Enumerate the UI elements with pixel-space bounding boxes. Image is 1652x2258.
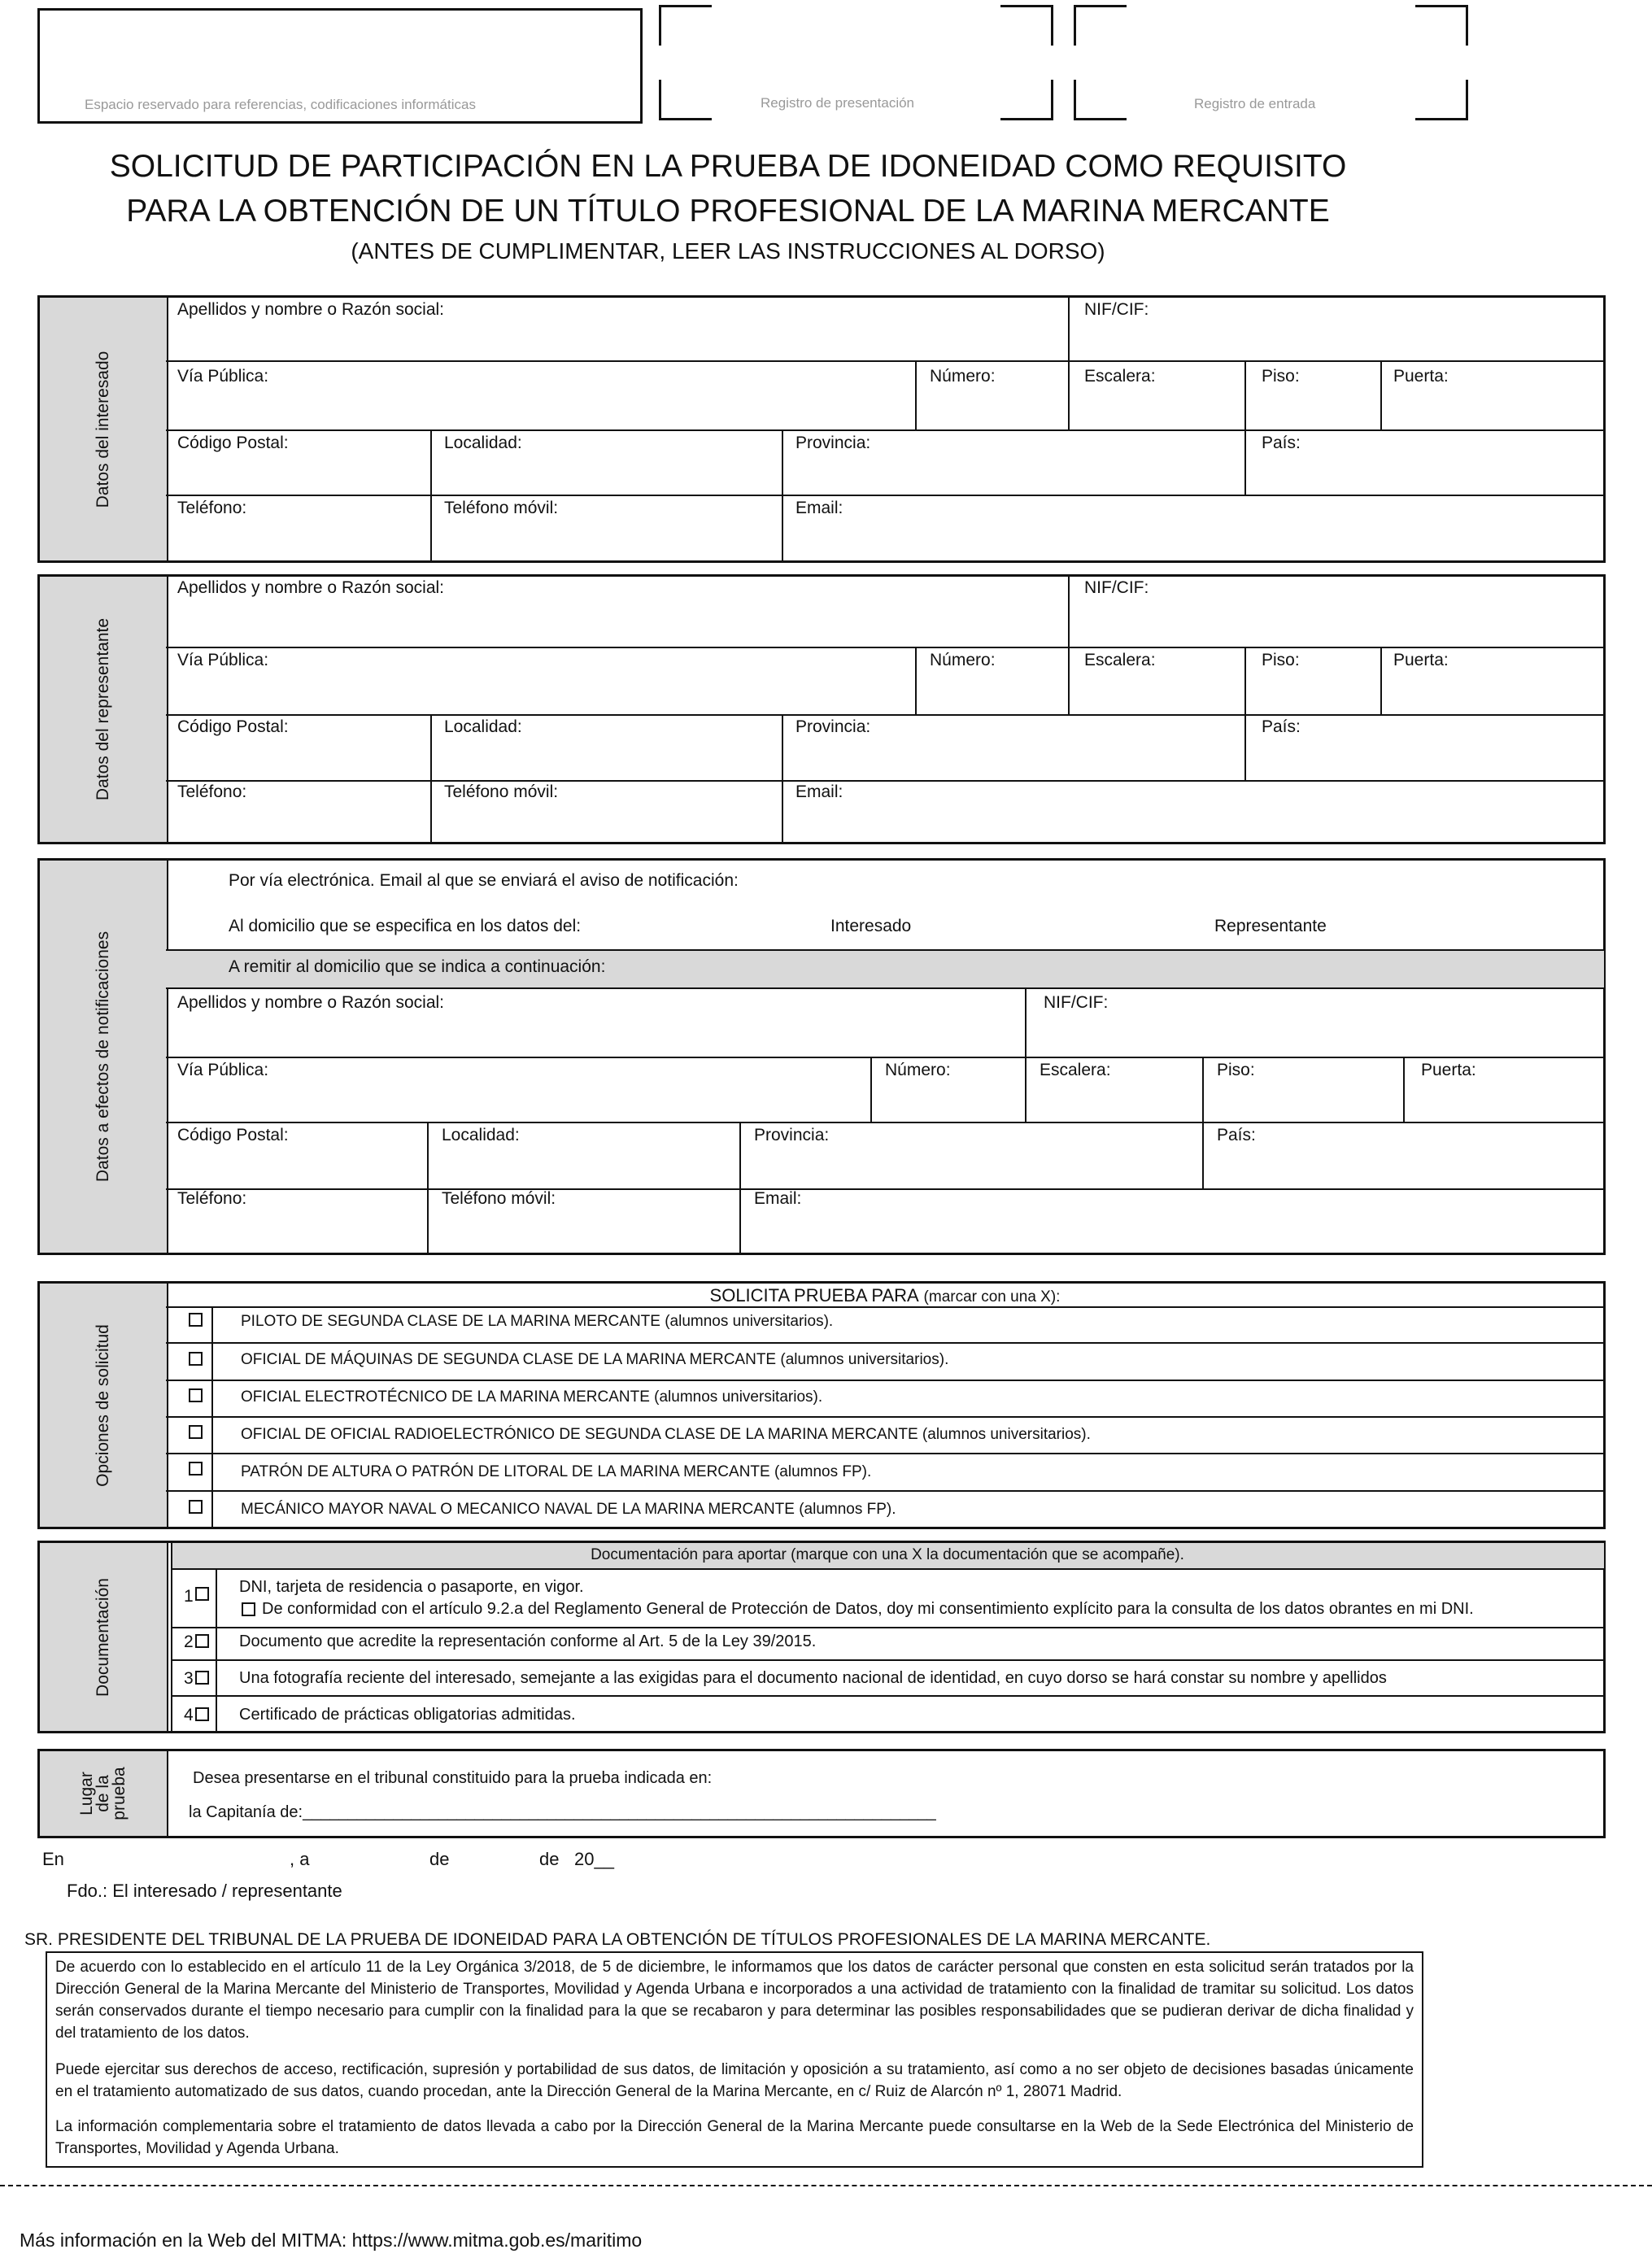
interesado-telefono-field[interactable]: Teléfono: (177, 499, 247, 517)
doc-consent-checkbox[interactable] (242, 1602, 255, 1616)
doc-3-checkbox[interactable] (195, 1671, 209, 1685)
interesado-cp-field[interactable]: Código Postal: (177, 434, 289, 452)
form-title-line3: (ANTES DE CUMPLIMENTAR, LEER LAS INSTRUCCIONES AL DORSO) (351, 238, 1105, 264)
notif-localidad-field[interactable]: Localidad: (442, 1126, 520, 1144)
documentacion-side-label: Documentación (40, 1543, 168, 1731)
firma-year[interactable]: 20__ (574, 1849, 614, 1869)
opcion-4-label: OFICIAL DE OFICIAL RADIOELECTRÓNICO DE SEGUNDA CLASE DE LA MARINA MERCANTE (alumnos universitarios). (241, 1426, 1091, 1443)
opcion-3-checkbox[interactable] (189, 1388, 203, 1402)
proteccion-p3: La información complementaria sobre el tratamiento de datos llevada a cabo por la Dirección General de la Marina Mercante puede consultarse en la Web de la Sede Electrónica del Ministerio de Transportes, Movilidad y Agenda Urbana. (55, 2118, 1414, 2157)
interesado-escalera-field[interactable]: Escalera: (1084, 367, 1156, 386)
registro-presentacion-label: Registro de presentación (761, 95, 915, 111)
doc-4-checkbox[interactable] (195, 1707, 209, 1721)
interesado-pais-field[interactable]: País: (1262, 434, 1301, 452)
doc-1-label: DNI, tarjeta de residencia o pasaporte, en vigor. (239, 1578, 584, 1596)
lugar-side-label: Lugar de la prueba (40, 1751, 168, 1836)
notif-pais-field[interactable]: País: (1217, 1126, 1256, 1144)
interesado-puerta-field[interactable]: Puerta: (1393, 367, 1449, 386)
cut-line (0, 2185, 1652, 2186)
representante-section (37, 574, 1606, 844)
opcion-5-checkbox[interactable] (189, 1462, 203, 1476)
solicita-header (166, 1284, 1604, 1308)
opcion-2-label: OFICIAL DE MÁQUINAS DE SEGUNDA CLASE DE LA MARINA MERCANTE (alumnos universitarios). (241, 1351, 949, 1368)
doc-2-number: 2 (184, 1632, 194, 1651)
destinatario: SR. PRESIDENTE DEL TRIBUNAL DE LA PRUEBA DE IDONEIDAD PARA LA OBTENCIÓN DE TÍTULOS PROFESIONALES DE LA MARINA MERCANTE. (24, 1930, 1211, 1949)
notif-remitir-label: A remitir al domicilio que se indica a continuación: (229, 957, 606, 976)
representante-via-field[interactable]: Vía Pública: (177, 651, 269, 669)
notif-interesado-option[interactable]: Interesado (830, 917, 912, 935)
lugar-section (37, 1749, 1606, 1838)
doc-2-checkbox[interactable] (195, 1634, 209, 1648)
solicita-header-title: SOLICITA PRUEBA PARA (709, 1285, 919, 1306)
interesado-numero-field[interactable]: Número: (930, 367, 996, 386)
representante-telefono-field[interactable]: Teléfono: (177, 782, 247, 801)
opcion-3-label: OFICIAL ELECTROTÉCNICO DE LA MARINA MERCANTE (alumnos universitarios). (241, 1388, 823, 1406)
interesado-apellidos-field[interactable]: Apellidos y nombre o Razón social: (177, 300, 445, 319)
solicita-header-note: (marcar con una X): (923, 1288, 1061, 1306)
representante-escalera-field[interactable]: Escalera: (1084, 651, 1156, 669)
notif-domicilio-option[interactable]: Al domicilio que se especifica en los datos del: (229, 917, 582, 935)
doc-2-label: Documento que acredite la representación conforme al Art. 5 de la Ley 39/2015. (239, 1632, 817, 1650)
representante-email-field[interactable]: Email: (795, 782, 843, 801)
representante-localidad-field[interactable]: Localidad: (444, 717, 522, 736)
ref-space-label: Espacio reservado para referencias, codificaciones informáticas (85, 97, 476, 112)
notif-cp-field[interactable]: Código Postal: (177, 1126, 289, 1144)
notif-apellidos-field[interactable]: Apellidos y nombre o Razón social: (177, 993, 445, 1012)
notif-numero-field[interactable]: Número: (885, 1061, 951, 1079)
interesado-movil-field[interactable]: Teléfono móvil: (444, 499, 559, 517)
capitania-field[interactable]: la Capitanía de:______________________________________________________________________ (189, 1803, 936, 1821)
doc-4-number: 4 (184, 1706, 194, 1724)
form-title-line1: SOLICITUD DE PARTICIPACIÓN EN LA PRUEBA DE IDONEIDAD COMO REQUISITO (109, 149, 1347, 184)
representante-side-label: Datos del representante (40, 577, 168, 842)
notif-provincia-field[interactable]: Provincia: (754, 1126, 830, 1144)
doc-1-checkbox[interactable] (195, 1587, 209, 1601)
opcion-1-checkbox[interactable] (189, 1313, 203, 1327)
notif-piso-field[interactable]: Piso: (1217, 1061, 1255, 1079)
footer-info: Más información en la Web del MITMA: https://www.mitma.gob.es/maritimo (20, 2230, 643, 2251)
notif-via-field[interactable]: Vía Pública: (177, 1061, 269, 1079)
representante-apellidos-field[interactable]: Apellidos y nombre o Razón social: (177, 578, 445, 597)
lugar-line1: Desea presentarse en el tribunal constituido para la prueba indicada en: (193, 1769, 713, 1787)
notif-telefono-field[interactable]: Teléfono: (177, 1189, 247, 1208)
interesado-piso-field[interactable]: Piso: (1262, 367, 1300, 386)
representante-nif-field[interactable]: NIF/CIF: (1084, 578, 1149, 597)
interesado-localidad-field[interactable]: Localidad: (444, 434, 522, 452)
opcion-6-checkbox[interactable] (189, 1500, 203, 1514)
firma-a: , a (290, 1849, 310, 1869)
representante-provincia-field[interactable]: Provincia: (795, 717, 871, 736)
doc-3-label: Una fotografía reciente del interesado, semejante a las exigidas para el documento nacional de identidad, en cuyo dorso se hará constar su nombre y apellidos (239, 1669, 1387, 1687)
interesado-email-field[interactable]: Email: (795, 499, 843, 517)
firma-en: En (42, 1849, 64, 1869)
proteccion-p1: De acuerdo con lo establecido en el artículo 11 de la Ley Orgánica 3/2018, de 5 de diciembre, le informamos que los datos de carácter personal que consten en esta solicitud serán tratados por la Dirección General de la Marina Mercante del Ministerio de Transportes, Movilidad y Agenda Urbana e incorporados a una actividad de tratamiento con la finalidad de tramitar su solicitud. Los datos serán conservados durante el tiempo necesario para cumplir con la finalidad para la que se recabaron y para determinar las posibles responsabilidades que se pudieran derivar de dicha finalidad y del tratamiento de los datos. (55, 1959, 1414, 2042)
notif-movil-field[interactable]: Teléfono móvil: (442, 1189, 556, 1208)
representante-cp-field[interactable]: Código Postal: (177, 717, 289, 736)
doc-3-number: 3 (184, 1669, 194, 1688)
representante-puerta-field[interactable]: Puerta: (1393, 651, 1449, 669)
representante-pais-field[interactable]: País: (1262, 717, 1301, 736)
notif-escalera-field[interactable]: Escalera: (1040, 1061, 1111, 1079)
opcion-4-checkbox[interactable] (189, 1425, 203, 1439)
representante-piso-field[interactable]: Piso: (1262, 651, 1300, 669)
notif-nif-field[interactable]: NIF/CIF: (1044, 993, 1109, 1012)
interesado-side-label: Datos del interesado (40, 298, 168, 560)
firma-fdo: Fdo.: El interesado / representante (67, 1881, 342, 1901)
opcion-5-label: PATRÓN DE ALTURA O PATRÓN DE LITORAL DE LA MARINA MERCANTE (alumnos FP). (241, 1463, 872, 1480)
documentacion-header: Documentación para aportar (marque con una X la documentación que se acompañe). (171, 1543, 1604, 1570)
firma-de1: de (429, 1849, 450, 1869)
proteccion-p2: Puede ejercitar sus derechos de acceso, rectificación, supresión y portabilidad de sus datos, de limitación y oposición a su tratamiento, así como a no ser objeto de decisiones basadas únicamente en el tratamiento automatizado de sus datos, cuando procedan, ante la Dirección General de la Marina Mercante, en c/ Ruiz de Alarcón nº 1, 28071 Madrid. (55, 2061, 1414, 2100)
notif-email-field[interactable]: Email: (754, 1189, 802, 1208)
firma-de2: de (539, 1849, 560, 1869)
opcion-1-label: PILOTO DE SEGUNDA CLASE DE LA MARINA MERCANTE (alumnos universitarios). (241, 1313, 834, 1330)
doc-1-number: 1 (184, 1587, 194, 1606)
interesado-via-field[interactable]: Vía Pública: (177, 367, 269, 386)
notif-electronica-option[interactable]: Por vía electrónica. Email al que se enviará el aviso de notificación: (229, 871, 739, 890)
interesado-provincia-field[interactable]: Provincia: (795, 434, 871, 452)
doc-4-label: Certificado de prácticas obligatorias admitidas. (239, 1706, 576, 1724)
notificaciones-side-label: Datos a efectos de notificaciones (40, 861, 168, 1253)
opciones-side-label: Opciones de solicitud (40, 1284, 168, 1527)
notif-representante-option[interactable]: Representante (1214, 917, 1327, 935)
form-title-line2: PARA LA OBTENCIÓN DE UN TÍTULO PROFESIONAL DE LA MARINA MERCANTE (126, 194, 1330, 229)
representante-movil-field[interactable]: Teléfono móvil: (444, 782, 559, 801)
interesado-nif-field[interactable]: NIF/CIF: (1084, 300, 1149, 319)
opcion-6-label: MECÁNICO MAYOR NAVAL O MECANICO NAVAL DE LA MARINA MERCANTE (alumnos FP). (241, 1501, 896, 1518)
opcion-2-checkbox[interactable] (189, 1352, 203, 1366)
representante-numero-field[interactable]: Número: (930, 651, 996, 669)
doc-consent-label: De conformidad con el artículo 9.2.a del Reglamento General de Protección de Datos, doy mi consentimiento explícito para la consulta de los datos obrantes en mi DNI. (262, 1600, 1474, 1618)
registro-entrada-label: Registro de entrada (1194, 96, 1316, 111)
notif-puerta-field[interactable]: Puerta: (1421, 1061, 1476, 1079)
